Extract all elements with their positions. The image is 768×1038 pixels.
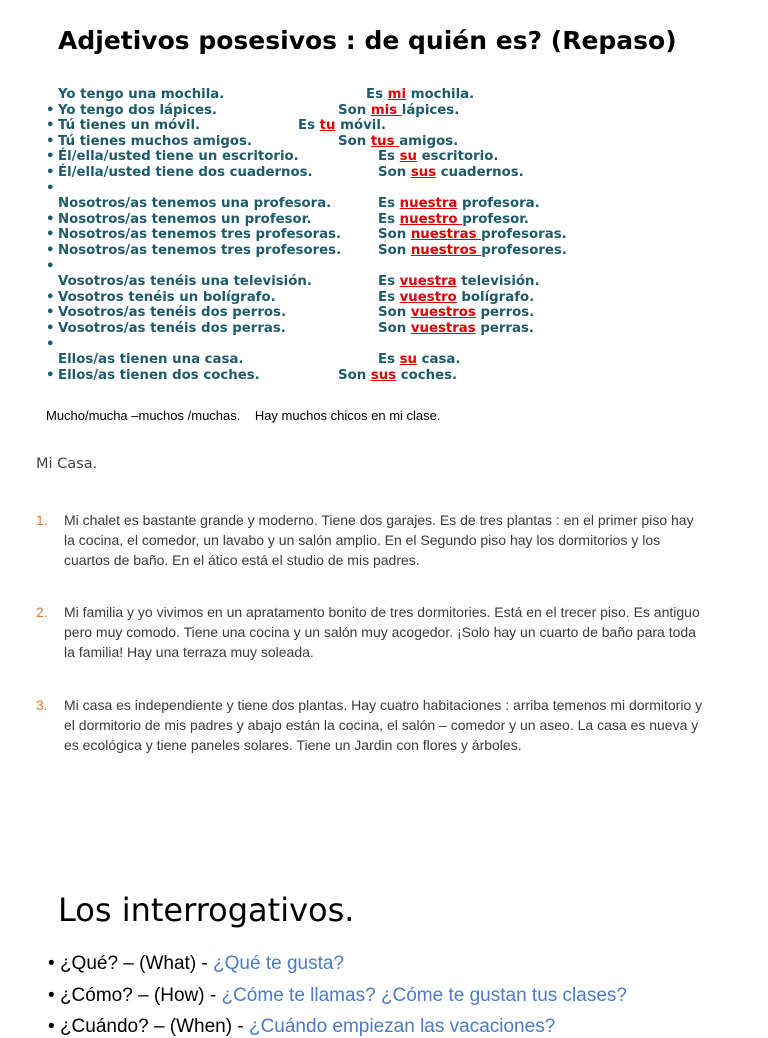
- grammar-sentence: Ellos/as tienen dos coches.: [58, 367, 260, 383]
- interrogatives-heading: Los interrogativos.: [58, 891, 355, 929]
- bullet: •: [48, 953, 60, 974]
- grammar-row-right: [366, 87, 474, 103]
- grammar-row-right: [378, 212, 529, 228]
- possessive-adjective: vuestro: [399, 289, 457, 305]
- grammar-row-left: [46, 337, 58, 353]
- noun: cuadernos.: [436, 165, 524, 180]
- grammar-sentence: Vosotros/as tenéis dos perros.: [58, 305, 286, 321]
- bullet: •: [46, 133, 55, 149]
- grammar-row-left: [46, 212, 311, 228]
- grammar-sentence: Nosotros/as tenemos un profesor.: [58, 211, 312, 227]
- grammar-sentence: Ellos/as tienen una casa.: [58, 352, 244, 368]
- noun: mochila.: [406, 87, 475, 102]
- grammar-sentence: Nosotros/as tenemos tres profesores.: [58, 243, 342, 258]
- noun: profesores.: [481, 243, 567, 258]
- grammar-row-right: [378, 196, 540, 212]
- noun: televisión.: [456, 274, 540, 290]
- grammar-row-right: [338, 103, 459, 119]
- list-number: 1.: [36, 512, 48, 528]
- verb: Son: [338, 367, 371, 383]
- possessive-adjective: nuestras: [410, 227, 482, 243]
- question-item-cuando: [48, 1016, 555, 1038]
- grammar-sentence: Vosotros tenéis un bolígrafo.: [58, 289, 276, 305]
- verb: Es: [378, 149, 400, 165]
- bullet: •: [46, 211, 55, 227]
- grammar-row-left: [46, 149, 299, 165]
- verb: Son: [378, 227, 411, 243]
- bullet: •: [46, 180, 55, 196]
- paragraph-text: Mi chalet es bastante grande y moderno. Tiene dos garajes. Es de tres plantas : en el primer piso hay la cocina, el comedor, un lavabo y un salón amplio. En el Segundo piso hay los dormitorios y los cuartos de baño. En el ático está el studio de mis padres.: [64, 512, 694, 568]
- bullet: •: [46, 118, 55, 134]
- grammar-row-left: [46, 87, 224, 103]
- grammar-row-left: [46, 290, 276, 306]
- grammar-sentence: Tú tienes muchos amigos.: [58, 133, 253, 149]
- noun: móvil.: [335, 118, 386, 134]
- bullet: •: [46, 321, 55, 336]
- bullet: •: [48, 1016, 60, 1037]
- grammar-row-left: [46, 305, 286, 321]
- verb: Es: [378, 196, 400, 212]
- grammar-row-left: [46, 227, 341, 243]
- grammar-row-left: [46, 274, 312, 290]
- paragraph-text: Mi familia y yo vivimos en un apratamento bonito de tres dormitories. Está en el trecer piso. Es antiguo pero muy comodo. Tiene una cocina y un salón muy acogedor. ¡Solo hay un cuarto de baño para toda la familia! Hay una terraza muy soleada.: [64, 604, 700, 660]
- possessive-adjective: vuestras: [410, 321, 476, 336]
- bullet: •: [46, 149, 55, 165]
- question-label: ¿Qué? – (What) -: [59, 953, 214, 974]
- noun: amigos.: [399, 133, 459, 149]
- grammar-row-right: [298, 118, 386, 134]
- bullet: •: [46, 227, 55, 243]
- verb: Es: [378, 211, 400, 227]
- grammar-row-left: [46, 243, 341, 259]
- grammar-sentence: Nosotros/as tenemos tres profesoras.: [58, 227, 342, 243]
- noun: coches.: [396, 367, 458, 383]
- bullet: •: [46, 336, 55, 352]
- grammar-row-left: [46, 352, 243, 368]
- question-label: ¿Cuándo? – (When) -: [59, 1016, 249, 1037]
- possessive-adjective: mi: [387, 87, 407, 102]
- bullet: •: [46, 367, 55, 383]
- grammar-sentence: Yo tengo dos lápices.: [58, 102, 217, 118]
- noun: profesor.: [462, 211, 529, 227]
- verb: Es: [378, 289, 400, 305]
- verb: Es: [378, 274, 400, 290]
- verb: Son: [378, 165, 411, 180]
- verb: Son: [378, 321, 411, 336]
- grammar-row-right: [378, 290, 534, 306]
- list-number: 3.: [36, 697, 48, 713]
- question-label: ¿Cómo? – (How) -: [59, 985, 222, 1006]
- possessive-adjective: su: [399, 149, 418, 165]
- verb: Son: [378, 243, 411, 258]
- grammar-row-right: [378, 274, 540, 290]
- grammar-row-left: [46, 259, 58, 275]
- grammar-sentence: Yo tengo una mochila.: [58, 87, 225, 102]
- grammar-sentence: Él/ella/usted tiene dos cuadernos.: [58, 165, 313, 180]
- bullet: •: [46, 305, 55, 321]
- possessive-adjective: nuestros: [410, 243, 482, 258]
- grammar-row-right: [378, 227, 567, 243]
- grammar-row-left: [46, 368, 260, 384]
- grammar-row-right: [378, 305, 534, 321]
- noun: perras.: [475, 321, 534, 336]
- bullet: •: [46, 165, 55, 180]
- grammar-row-right: [378, 321, 534, 337]
- possessive-adjective: tu: [319, 118, 336, 134]
- mucho-note: Mucho/mucha –muchos /muchas. Hay muchos chicos en mi clase.: [46, 408, 441, 423]
- noun: lápices.: [401, 102, 460, 118]
- question-examples: ¿Cuándo empiezan las vacaciones?: [248, 1016, 556, 1037]
- possessive-adjective: tus: [370, 133, 400, 149]
- bullet: •: [46, 243, 55, 258]
- grammar-row-right: [378, 352, 460, 368]
- grammar-row-right: [378, 149, 498, 165]
- question-item-como: [48, 985, 627, 1007]
- possessive-adjective: sus: [410, 165, 437, 180]
- noun: profesoras.: [481, 227, 567, 243]
- mi-casa-heading: Mi Casa.: [36, 456, 98, 472]
- grammar-row-left: [46, 181, 58, 197]
- possessive-adjective: su: [399, 352, 418, 368]
- question-item-que: [48, 953, 344, 975]
- noun: casa.: [417, 352, 461, 368]
- grammar-row-left: [46, 103, 217, 119]
- grammar-row-left: [46, 321, 286, 337]
- grammar-row-right: [378, 243, 567, 259]
- bullet: •: [46, 258, 55, 274]
- verb: Son: [338, 133, 371, 149]
- possessive-adjective: nuestra: [399, 196, 458, 212]
- bullet: •: [48, 985, 60, 1006]
- grammar-sentence: Tú tienes un móvil.: [58, 118, 201, 134]
- noun: profesora.: [457, 196, 540, 212]
- bullet: •: [46, 289, 55, 305]
- bullet: •: [46, 102, 55, 118]
- possessive-adjective: vuestros: [410, 305, 476, 321]
- noun: escritorio.: [417, 149, 499, 165]
- possessive-adjective: vuestra: [399, 274, 457, 290]
- list-number: 2.: [36, 604, 48, 620]
- noun: perros.: [475, 305, 535, 321]
- grammar-row-right: [378, 165, 524, 181]
- grammar-row-right: [338, 134, 458, 150]
- grammar-sentence: Vosotros/as tenéis una televisión.: [58, 274, 312, 290]
- possessive-adjective: sus: [370, 367, 397, 383]
- grammar-sentence: Él/ella/usted tiene un escritorio.: [58, 149, 299, 165]
- grammar-row-left: [46, 118, 200, 134]
- grammar-row-left: [46, 165, 313, 181]
- grammar-row-left: [46, 196, 331, 212]
- grammar-row-left: [46, 134, 252, 150]
- paragraph-text: Mi casa es independiente y tiene dos plantas. Hay cuatro habitaciones : arriba temenos mi dormitorio y el dormitorio de mis padres y abajo están la cocina, el salón – comedor y un aseo. La casa es nueva y es ecológica y tiene paneles solares. Tiene un Jardin con flores y árboles.: [64, 697, 703, 753]
- grammar-row-right: [338, 368, 457, 384]
- verb: Son: [378, 305, 411, 321]
- verb: Es: [298, 118, 320, 134]
- grammar-sentence: Nosotros/as tenemos una profesora.: [58, 196, 332, 212]
- possessive-adjective: nuestro: [399, 211, 463, 227]
- page-title: Adjetivos posesivos : de quién es? (Repaso): [58, 26, 677, 55]
- possessive-adjective: mis: [370, 102, 402, 118]
- noun: bolígrafo.: [456, 289, 535, 305]
- verb: Es: [378, 352, 400, 368]
- verb: Son: [338, 102, 371, 118]
- grammar-sentence: Vosotros/as tenéis dos perras.: [58, 321, 286, 336]
- question-examples: ¿Qué te gusta?: [213, 953, 345, 974]
- question-examples: ¿Cóme te llamas? ¿Cóme te gustan tus clases?: [221, 985, 627, 1006]
- verb: Es: [366, 87, 388, 102]
